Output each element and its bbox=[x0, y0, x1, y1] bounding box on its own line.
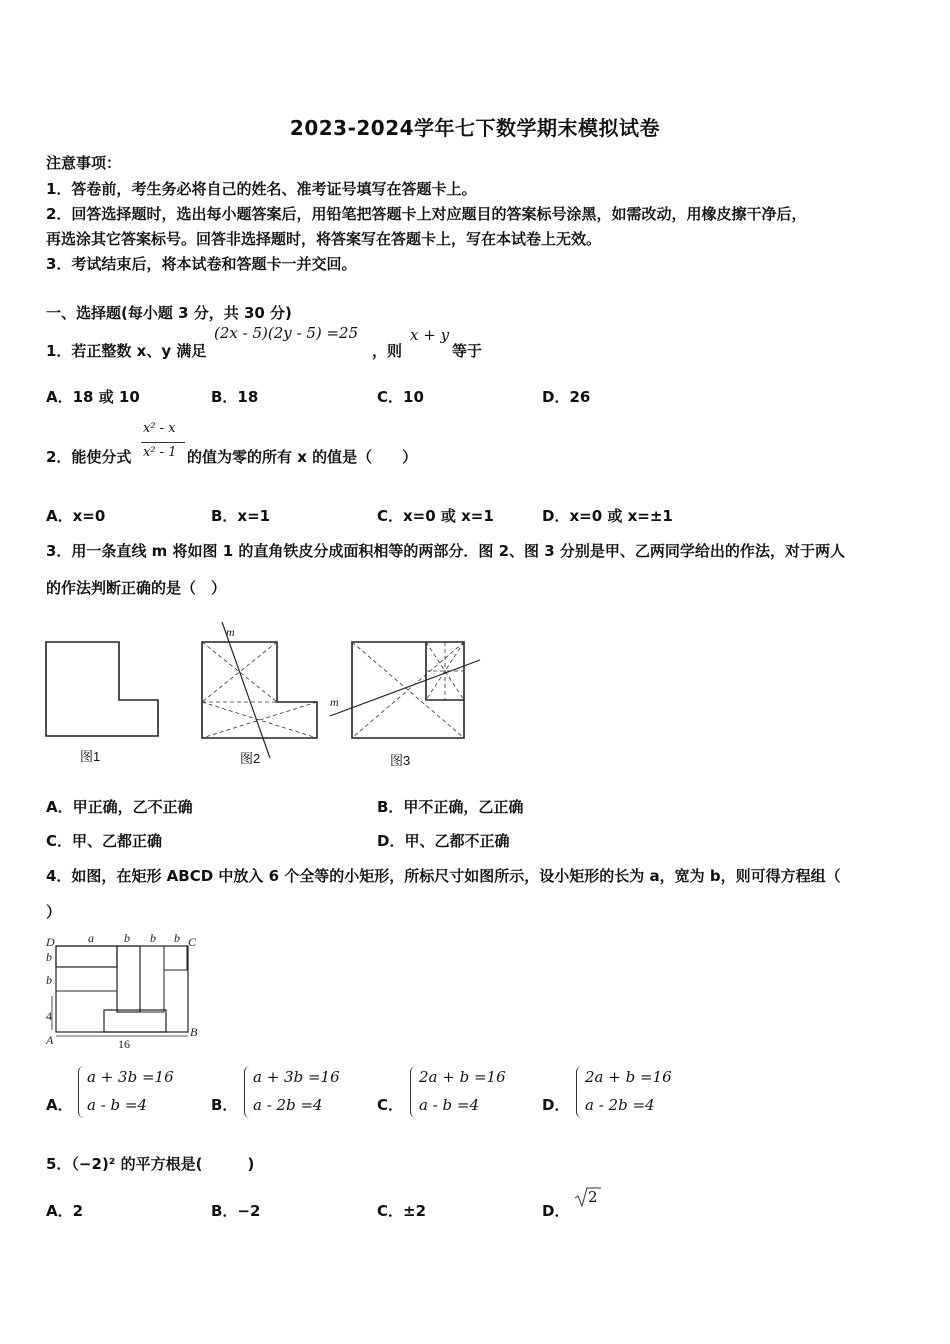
q4-option-b-brace bbox=[244, 1066, 251, 1118]
q4-corner-d: D bbox=[46, 935, 55, 949]
q4-option-d-letter: D． bbox=[542, 1096, 570, 1114]
q4-option-c-letter: C． bbox=[377, 1096, 404, 1114]
q1-option-d: D．26 bbox=[542, 388, 591, 406]
q5-text: 5．（−2)² 的平方根是( ) bbox=[46, 1155, 255, 1173]
q4-top-label-a: a bbox=[88, 931, 94, 945]
q5-sqrt-radicand: 2 bbox=[588, 1188, 598, 1206]
page-title: 2023-2024学年七下数学期末模拟试卷 bbox=[289, 116, 661, 140]
q3-option-c: C．甲、乙都正确 bbox=[46, 832, 163, 850]
q5-option-c: C．±2 bbox=[377, 1202, 427, 1220]
q3-text-line1: 3．用一条直线 m 将如图 1 的直角铁皮分成面积相等的两部分．图 2、图 3 分别是甲、乙两同学给出的作法，对于两人 bbox=[46, 542, 845, 560]
q2-fraction-bar bbox=[141, 442, 185, 443]
q5-option-d: D． bbox=[542, 1202, 570, 1220]
q1-option-b: B．18 bbox=[211, 388, 259, 406]
section-heading: 一、选择题(每小题 3 分，共 30 分) bbox=[46, 304, 292, 322]
q4-figure bbox=[44, 930, 214, 1050]
q1-mid: ，则 bbox=[372, 342, 403, 360]
q4-option-a-letter: A． bbox=[46, 1096, 73, 1114]
q3-figure-3 bbox=[328, 640, 488, 750]
q2-option-d: D．x=0 或 x=±1 bbox=[542, 507, 673, 525]
q4-option-d-brace bbox=[576, 1066, 583, 1118]
q4-corner-a: A bbox=[46, 1033, 54, 1047]
q4-corner-b: B bbox=[190, 1025, 198, 1039]
q4-option-b-eq2: a - 2b =4 bbox=[253, 1096, 323, 1114]
q4-bottom-label: 16 bbox=[118, 1037, 130, 1051]
q1-expr: x + y bbox=[410, 326, 450, 344]
q3-figure-3-line-label: m bbox=[330, 695, 339, 709]
q1-suffix: 等于 bbox=[452, 342, 483, 360]
q3-text-line2: 的作法判断正确的是（ ） bbox=[46, 579, 227, 597]
q4-left-label-b1: b bbox=[46, 950, 52, 964]
q1-equation: (2x - 5)(2y - 5) =25 bbox=[214, 324, 359, 342]
notice-item-3: 3．考试结束后，将本试卷和答题卡一并交回。 bbox=[46, 255, 357, 273]
q4-corner-c: C bbox=[188, 935, 197, 949]
q4-option-a-eq1: a + 3b =16 bbox=[87, 1068, 174, 1086]
q3-option-d: D．甲、乙都不正确 bbox=[377, 832, 510, 850]
q5-option-a: A．2 bbox=[46, 1202, 84, 1220]
q4-option-b-eq1: a + 3b =16 bbox=[253, 1068, 340, 1086]
q4-text-line1: 4．如图，在矩形 ABCD 中放入 6 个全等的小矩形，所标尺寸如图所示，设小矩形的长为 a，宽为 b，则可得方程组（ bbox=[46, 867, 841, 885]
q4-option-a-brace bbox=[78, 1066, 85, 1118]
notice-item-1: 1．答卷前，考生务必将自己的姓名、准考证号填写在答题卡上。 bbox=[46, 180, 477, 198]
q4-top-label-b1: b bbox=[124, 931, 130, 945]
q2-option-c: C．x=0 或 x=1 bbox=[377, 507, 494, 525]
q2-denominator: x² - 1 bbox=[143, 445, 177, 460]
q2-option-a: A．x=0 bbox=[46, 507, 106, 525]
q4-option-d-eq1: 2a + b =16 bbox=[585, 1068, 672, 1086]
q4-option-d-eq2: a - 2b =4 bbox=[585, 1096, 655, 1114]
q2-numerator: x² - x bbox=[143, 421, 176, 436]
q3-figure-1-label: 图1 bbox=[80, 749, 101, 764]
q2-prefix: 2．能使分式 bbox=[46, 448, 132, 466]
q4-option-c-eq2: a - b =4 bbox=[419, 1096, 480, 1114]
q3-figure-2-label: 图2 bbox=[240, 751, 261, 766]
q1-option-a: A．18 或 10 bbox=[46, 388, 140, 406]
q3-figure-2 bbox=[198, 620, 328, 760]
q3-option-a: A．甲正确，乙不正确 bbox=[46, 798, 193, 816]
q4-top-label-b3: b bbox=[174, 931, 180, 945]
q2-option-b: B．x=1 bbox=[211, 507, 271, 525]
q1-option-c: C．10 bbox=[377, 388, 424, 406]
q4-text-line2: ） bbox=[46, 903, 62, 921]
q3-figure-3-label: 图3 bbox=[390, 753, 411, 768]
q4-option-c-eq1: 2a + b =16 bbox=[419, 1068, 506, 1086]
q2-suffix: 的值为零的所有 x 的值是（ ） bbox=[187, 448, 418, 466]
notice-item-2: 2．回答选择题时，选出每小题答案后，用铅笔把答题卡上对应题目的答案标号涂黑，如需改动，用橡皮擦干净后， bbox=[46, 205, 807, 223]
q3-option-b: B．甲不正确，乙正确 bbox=[377, 798, 524, 816]
q4-top-label-b2: b bbox=[150, 931, 156, 945]
q5-option-b: B．−2 bbox=[211, 1202, 261, 1220]
q3-figure-2-line-label: m bbox=[226, 625, 235, 639]
q3-figure-1 bbox=[44, 640, 162, 740]
q4-option-c-brace bbox=[410, 1066, 417, 1118]
notice-item-2-cont: 再选涂其它答案标号。回答非选择题时，将答案写在答题卡上，写在本试卷上无效。 bbox=[46, 230, 602, 248]
q4-option-b-letter: B． bbox=[211, 1096, 238, 1114]
q1-prefix: 1．若正整数 x、y 满足 bbox=[46, 342, 207, 360]
q4-option-a-eq2: a - b =4 bbox=[87, 1096, 148, 1114]
q4-left-label-b2: b bbox=[46, 973, 52, 987]
q4-left-label-4: 4 bbox=[46, 1009, 52, 1023]
notice-heading: 注意事项： bbox=[46, 154, 122, 172]
